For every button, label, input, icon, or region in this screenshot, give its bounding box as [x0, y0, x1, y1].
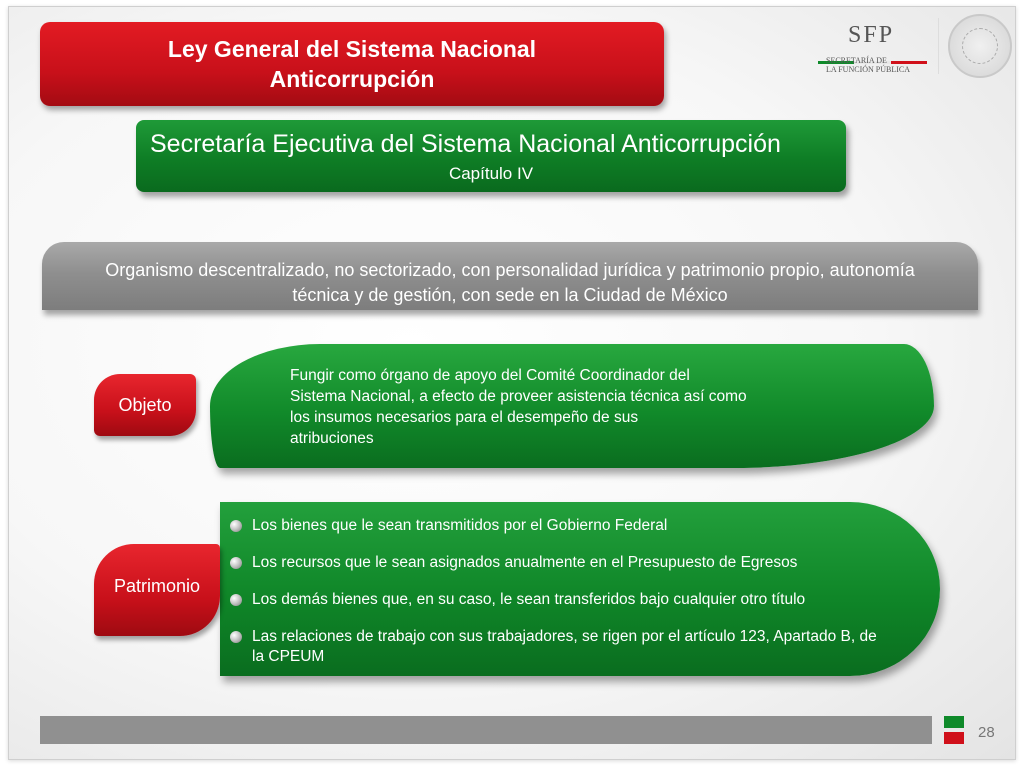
- flag-icon: [944, 716, 964, 744]
- slide-title: [40, 22, 664, 106]
- list-item: [230, 516, 920, 536]
- list-item: [230, 590, 920, 610]
- description-line-1: Organismo descentralizado, no sectorizado, con personalidad jurídica y patrimonio propio, autonomía: [105, 260, 915, 280]
- objeto-label: Objeto: [94, 374, 196, 436]
- patrimonio-label: Patrimonio: [94, 544, 220, 636]
- subtitle-heading: Secretaría Ejecutiva del Sistema Nacional Anticorrupción: [150, 130, 781, 158]
- list-item: [230, 627, 890, 667]
- sfp-color-bar: [818, 51, 928, 54]
- subtitle-box: [136, 120, 846, 192]
- list-item-text: Los bienes que le sean transmitidos por el Gobierno Federal: [252, 517, 668, 534]
- list-item-text: Las relaciones de trabajo con sus trabajadores, se rigen por el artículo 123, Apartado B, de la CPEUM: [252, 628, 877, 665]
- bullet-icon: [230, 594, 242, 606]
- sfp-logo: [812, 22, 932, 76]
- footer-bar: [40, 716, 932, 744]
- title-line-2: Anticorrupción: [269, 66, 435, 92]
- subtitle-chapter: Capítulo IV: [448, 164, 534, 183]
- sfp-subtitle-line-2: LA FUNCIÓN PÚBLICA: [826, 65, 911, 74]
- objeto-text: [290, 365, 810, 449]
- objeto-line: atribuciones: [290, 430, 374, 447]
- bullet-icon: [230, 557, 242, 569]
- logo-divider: [938, 18, 939, 74]
- bullet-icon: [230, 631, 242, 643]
- objeto-line: Fungir como órgano de apoyo del Comité Coordinador del: [290, 367, 690, 384]
- sfp-subtitle: [826, 56, 910, 74]
- description-line-2: técnica y de gestión, con sede en la Ciudad de México: [292, 285, 728, 305]
- list-item-text: Los demás bienes que, en su caso, le sean transferidos bajo cualquier otro título: [252, 591, 806, 608]
- national-seal-icon: [948, 14, 1012, 78]
- title-line-1: Ley General del Sistema Nacional: [167, 36, 537, 62]
- page-number: 28: [978, 724, 995, 741]
- sfp-subtitle-line-1: SECRETARÍA DE: [826, 56, 887, 65]
- sfp-acronym: SFP: [848, 22, 895, 48]
- patrimonio-list: [230, 516, 920, 684]
- list-item-text: Los recursos que le sean asignados anualmente en el Presupuesto de Egresos: [252, 554, 798, 571]
- list-item: [230, 553, 920, 573]
- bullet-icon: [230, 520, 242, 532]
- objeto-line: los insumos necesarios para el desempeño de sus: [290, 409, 639, 426]
- objeto-line: Sistema Nacional, a efecto de proveer asistencia técnica así como: [290, 388, 747, 405]
- description-box: [42, 242, 978, 310]
